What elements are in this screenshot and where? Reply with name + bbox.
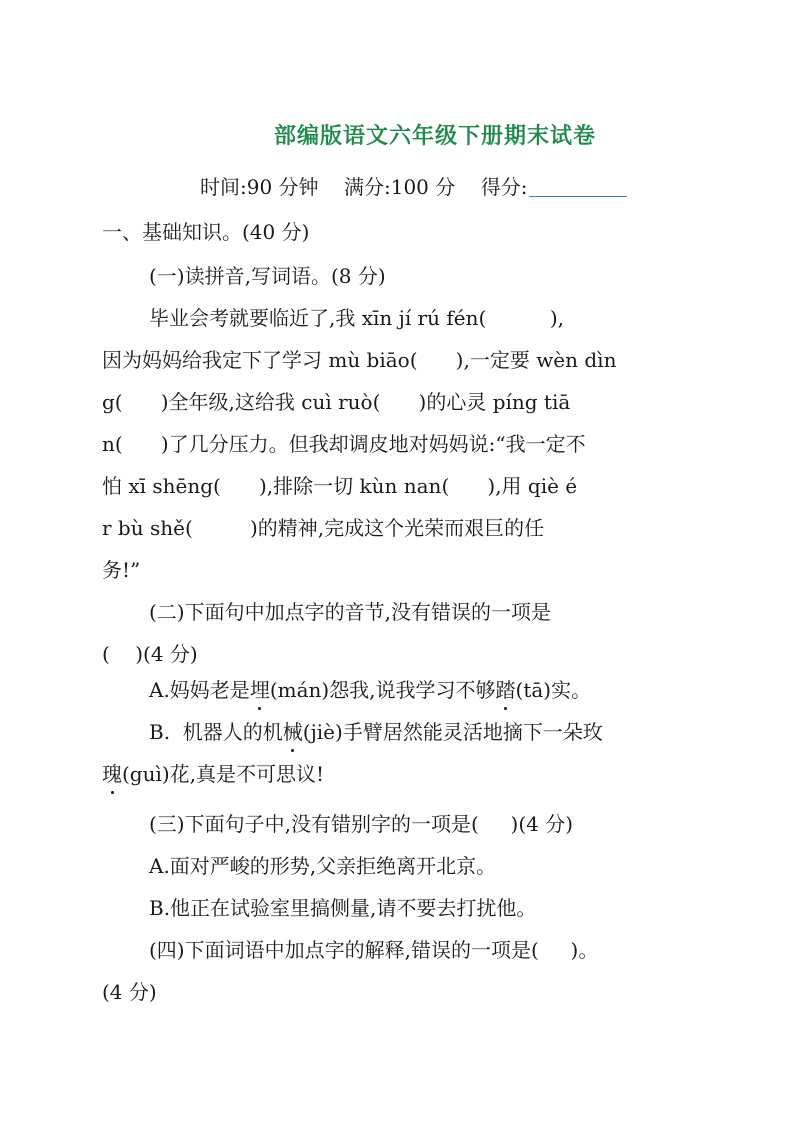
question-2-option-a <box>149 676 591 704</box>
question-1-line: g( )全年级,这给我 cuì ruò( )的心灵 píng tiā <box>102 390 571 414</box>
option-b-text: (jiè)手臂居然能灵活地摘下一朵玫 <box>302 720 603 744</box>
score-label: 得分: <box>480 175 528 199</box>
option-a-text: (mán)怨我,说我学习不够 <box>269 678 496 702</box>
question-1-line: r bù shě( )的精神,完成这个光荣而艰巨的任 <box>102 516 545 540</box>
question-2-answer-paren: ( )(4 分) <box>102 642 198 666</box>
dotted-char: 踏 <box>495 678 516 702</box>
question-1-line: 毕业会考就要临近了,我 xīn jí rú fén( ), <box>149 306 565 330</box>
question-4-score: (4 分) <box>102 980 157 1004</box>
question-3-option-a: A.面对严峻的形势,父亲拒绝离开北京。 <box>149 854 497 878</box>
question-1-heading: (一)读拼音,写词语。(8 分) <box>149 264 386 288</box>
question-3-heading: (三)下面句子中,没有错别字的一项是( )(4 分) <box>149 812 574 836</box>
dotted-char: 埋 <box>249 678 270 702</box>
option-b-text: B. 机器人的机 <box>149 720 283 744</box>
question-1-line: n( )了几分压力。但我却调皮地对妈妈说:“我一定不 <box>102 432 586 456</box>
option-a-text: (tā)实。 <box>515 678 592 702</box>
question-1-line: 怕 xī shēng( ),排除一切 kùn nan( ),用 qiè é <box>102 474 578 498</box>
question-1-line: 务!” <box>102 558 141 582</box>
option-b-text: (guì)花,真是不可思议! <box>122 762 325 786</box>
question-1-line: 因为妈妈给我定下了学习 mù biāo( ),一定要 wèn dìn <box>102 348 617 372</box>
time-label: 时间:90 分钟 <box>200 175 319 199</box>
question-2-heading: (二)下面句中加点字的音节,没有错误的一项是 <box>149 600 551 624</box>
question-2-option-b <box>149 718 603 746</box>
question-2-option-b-cont <box>102 760 324 788</box>
dotted-char: 械 <box>282 720 303 744</box>
option-a-text: A.妈妈老是 <box>149 678 250 702</box>
question-3-option-b: B.他正在试验室里搞侧量,请不要去打扰他。 <box>149 896 537 920</box>
full-score-label: 满分:100 分 <box>343 175 456 199</box>
score-blank[interactable] <box>529 176 627 197</box>
exam-info-line <box>200 173 627 201</box>
question-4-heading: (四)下面词语中加点字的解释,错误的一项是( )。 <box>149 938 599 962</box>
section-heading: 一、基础知识。(40 分) <box>102 220 310 244</box>
exam-title: 部编版语文六年级下册期末试卷 <box>273 123 596 149</box>
dotted-char: 瑰 <box>102 762 122 786</box>
